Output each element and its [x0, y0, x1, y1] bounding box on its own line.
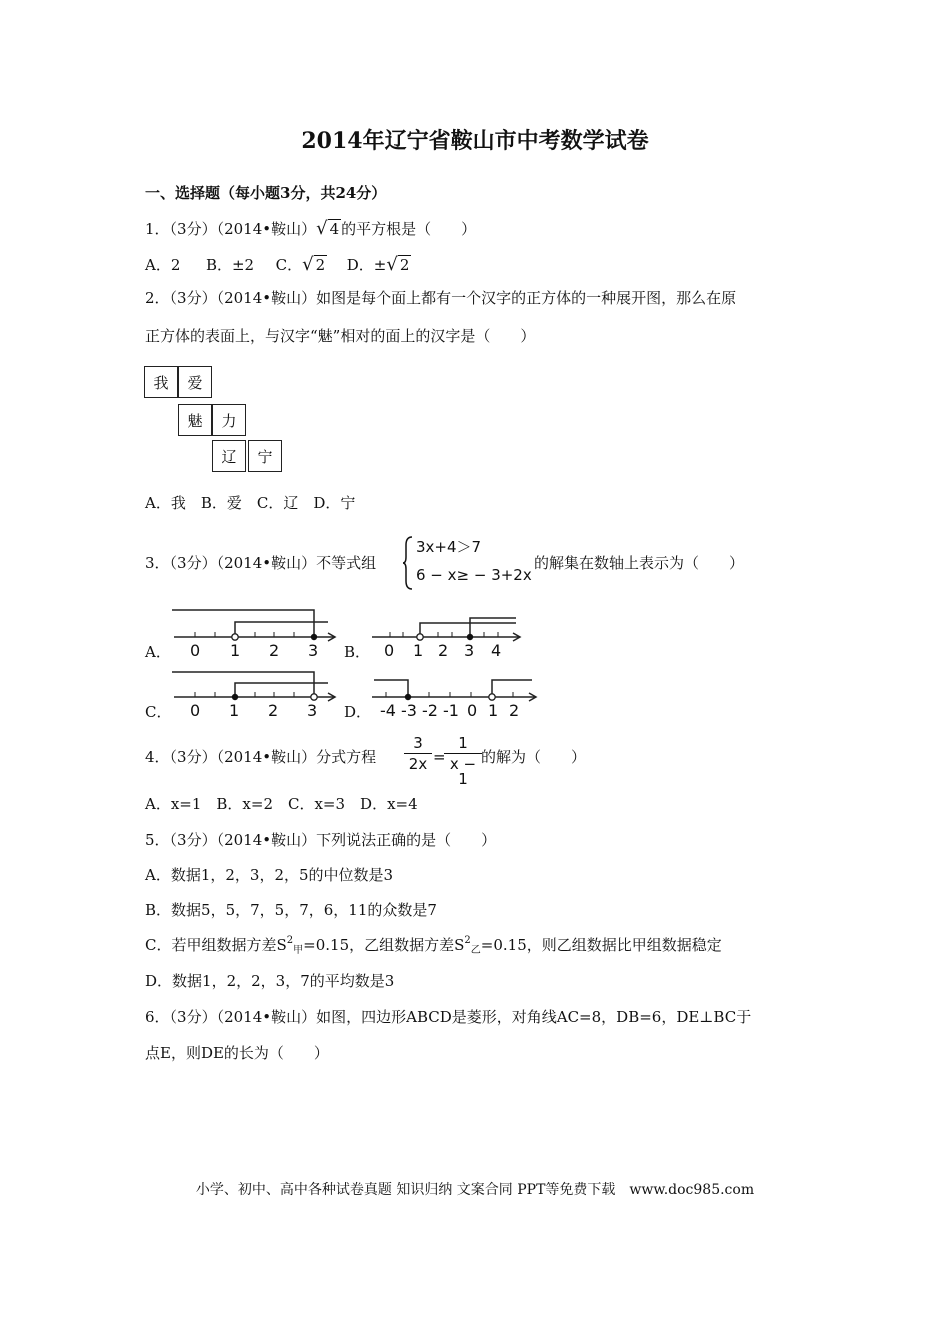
- question-3-number: 3．（3分）（2014•鞍山）不等式组: [145, 554, 377, 572]
- question-2-line-1: 2．（3分）（2014•鞍山）如图是每个面上都有一个汉字的正方体的一种展开图，那么在原: [145, 289, 737, 307]
- question-1: [145, 220, 476, 238]
- tick-label: 1: [229, 701, 240, 720]
- tick-label: 3: [464, 641, 475, 660]
- q5-option-c: [145, 935, 722, 956]
- question-4-number: 4．（3分）（2014•鞍山）分式方程: [145, 748, 377, 766]
- q1-number: 1．（3分）（2014•鞍山）: [145, 220, 317, 238]
- q5-option-a: A．数据1，2，3，2，5的中位数是3: [145, 866, 394, 884]
- q1-option-d-radicand: 2: [399, 256, 410, 274]
- sqrt-icon: √: [316, 218, 328, 239]
- section-heading: 一、选择题（每小题3分，共24分）: [145, 184, 387, 202]
- fraction-1-denominator: 2x: [408, 755, 428, 773]
- tick-label: 3: [308, 641, 319, 660]
- fraction-2: [444, 736, 482, 787]
- cube-net-figure: [144, 366, 286, 474]
- q5-option-c-part-1: C．若甲组数据方差S: [145, 936, 287, 954]
- q3-option-b-label: B．: [344, 643, 371, 661]
- tick-label: 0: [190, 701, 201, 720]
- tick-label: -1: [443, 701, 459, 720]
- fraction-2-numerator: 1: [458, 734, 468, 752]
- superscript: 2: [286, 935, 294, 946]
- q1-option-c-radicand: 2: [315, 256, 326, 274]
- tick-label: 3: [307, 701, 318, 720]
- inequality-2: 6 − x≥ − 3+2x: [416, 566, 532, 584]
- tick-label: 2: [269, 641, 280, 660]
- q1-option-d: D．±: [346, 256, 387, 274]
- brace-icon: [402, 535, 414, 591]
- question-6-line-1: 6．（3分）（2014•鞍山）如图，四边形ABCD是菱形，对角线AC=8，DB=6，DE⊥BC于: [145, 1008, 752, 1026]
- sqrt-icon: √: [302, 254, 314, 275]
- question-2-line-2: 正方体的表面上，与汉字“魅”相对的面上的汉字是（ ）: [145, 327, 536, 345]
- net-cell-6: 宁: [248, 440, 282, 472]
- page-footer: 小学、初中、高中各种试卷真题 知识归纳 文案合同 PPT等免费下载 www.doc985.com: [195, 1182, 755, 1198]
- equals-sign: =: [433, 748, 446, 766]
- fraction-1: [404, 736, 432, 772]
- q1-radicand: 4: [329, 220, 340, 238]
- net-cell-4: 力: [212, 404, 246, 436]
- q5-option-c-part-3: =0.15，则乙组数据比甲组数据稳定: [480, 936, 722, 954]
- q3-option-c-label: C．: [145, 703, 172, 721]
- q3-option-a-label: A．: [145, 643, 171, 661]
- tick-label: 1: [230, 641, 241, 660]
- net-cell-5: 辽: [212, 440, 246, 472]
- question-4-options: A．x=1 B．x=2 C．x=3 D．x=4: [145, 795, 418, 813]
- net-cell-3: 魅: [178, 404, 212, 436]
- subscript: 甲: [293, 945, 304, 956]
- question-5-stem: 5．（3分）（2014•鞍山）下列说法正确的是（ ）: [145, 831, 497, 849]
- question-3-tail: 的解集在数轴上表示为（ ）: [534, 554, 745, 572]
- sqrt-icon: √: [386, 254, 398, 275]
- superscript: 2: [464, 935, 471, 946]
- page-title: 2014年辽宁省鞍山市中考数学试卷: [301, 128, 649, 154]
- q3-option-d-label: D．: [344, 703, 372, 721]
- tick-label: 2: [268, 701, 279, 720]
- tick-label: 2: [509, 701, 520, 720]
- tick-label: 2: [438, 641, 449, 660]
- tick-label: 0: [384, 641, 395, 660]
- q5-option-d: D．数据1，2，2，3，7的平均数是3: [145, 972, 395, 990]
- tick-label: 1: [488, 701, 499, 720]
- tick-label: 4: [491, 641, 502, 660]
- question-1-options: [145, 256, 411, 274]
- q1-option-a: A．2: [145, 256, 181, 274]
- question-2-options: A．我 B．爱 C．辽 D．宁: [145, 494, 356, 512]
- net-cell-2: 爱: [178, 366, 212, 398]
- question-6-line-2: 点E，则DE的长为（ ）: [145, 1044, 329, 1062]
- q1-tail: 的平方根是（ ）: [341, 220, 477, 238]
- question-4-tail: 的解为（ ）: [481, 748, 587, 766]
- fraction-2-denominator: x − 1: [449, 755, 477, 788]
- net-cell-1: 我: [144, 366, 178, 398]
- tick-label: -2: [422, 701, 438, 720]
- q5-option-b: B．数据5，5，7，5，7，6，11的众数是7: [145, 901, 437, 919]
- subscript: 乙: [470, 945, 481, 956]
- tick-label: 0: [190, 641, 201, 660]
- q1-option-b: B．±2: [205, 256, 255, 274]
- tick-label: -4: [380, 701, 396, 720]
- tick-label: 0: [467, 701, 478, 720]
- q5-option-c-part-2: =0.15，乙组数据方差S: [303, 936, 465, 954]
- q1-option-c: C．: [275, 256, 303, 274]
- inequality-1: 3x+4＞7: [416, 538, 482, 556]
- tick-label: 1: [413, 641, 424, 660]
- fraction-1-numerator: 3: [413, 734, 423, 752]
- tick-label: -3: [401, 701, 417, 720]
